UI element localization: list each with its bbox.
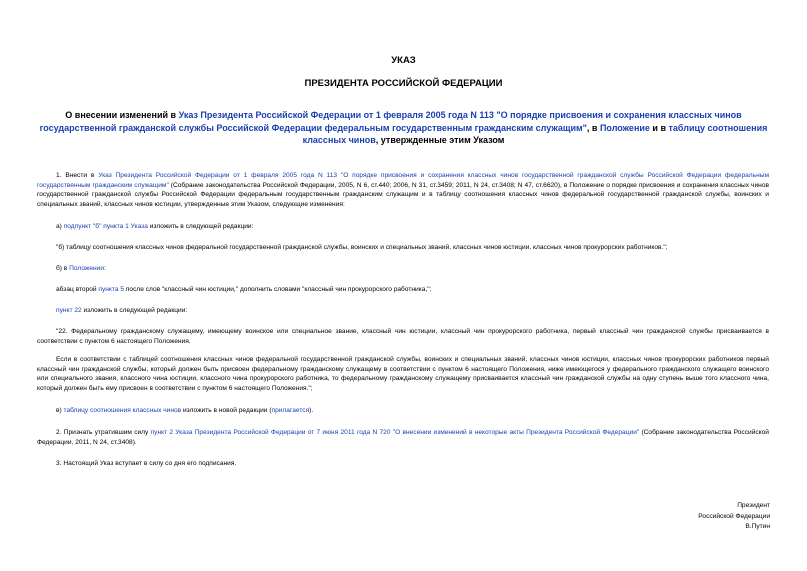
title-link-ukaz[interactable]: Указ Президента Российской Федерации от 1 февраля 2005 года N 113 "О порядке присвоения и сохранения классных чинов государственной гражданской службы Российской Федерации федеральным государственным гражданским служащим" bbox=[39, 110, 742, 133]
item-v-link-tablica[interactable]: таблицу соотношения классных чинов bbox=[63, 407, 182, 414]
title-text-2: , в bbox=[586, 122, 600, 133]
item-a-text-1: а) bbox=[56, 223, 64, 230]
doc-heading-president: ПРЕЗИДЕНТА РОССИЙСКОЙ ФЕДЕРАЦИИ bbox=[304, 78, 503, 89]
doc-title bbox=[30, 109, 777, 147]
item-v-link-prilagaetsya[interactable]: прилагается bbox=[271, 407, 310, 414]
quote-b: "б) таблицу соотношения классных чинов федеральной государственной гражданской службы, воинских и специальных званий, классных чинов юстиции, классных чинов прокурорских работников."; bbox=[56, 244, 668, 251]
quote-22b: Если в соответствии с таблицей соотношения классных чинов федеральной государственной гражданской службы, воинских и специальных званий, классных чинов юстиции, классных чинов прокурорских работников первый классный чин гражданской службы, который должен быть присвоен федеральному гражданскому служащему в соответствии с пунктом 6 настоящего Положения, ниже имеющегося у федерального гражданского служащего воинского или специального звания, классного чина юстиции, классного чина прокурорского работника, то федеральному гражданскому служащему присваивается классный чин гражданской службы на одну ступень выше того классного чина, который должен быть ему присвоен в соответствии с пунктом 6 настоящего Положения."; bbox=[37, 356, 769, 392]
item-a-text-2: изложить в следующей редакции: bbox=[147, 223, 254, 230]
item-v-text-3: ). bbox=[309, 407, 314, 414]
punkt-22-text: изложить в следующей редакции: bbox=[81, 307, 188, 314]
signature-block bbox=[610, 501, 770, 533]
para1-text-2: (Собрание законодательства Российской Федерации, 2005, N 6, ст.440; 2006, N 31, ст.3459; 2011, N 24, ст.3408; N 47, ст.6620), в Положение о порядке присвоения и сохранения классных чинов государственной гражданской службы Российской Федерации федеральным государственным гражданским служащим и в таблицу соотношения классных чинов федеральной государственной гражданской службы, воинских и специальных званий, классных чинов юстиции, утвержденные этим Указом, следующие изменения: bbox=[37, 181, 769, 208]
para2-text-2: (Собрание законодательства Российской Федерации, 2011, N 24, ст.3408). bbox=[37, 429, 769, 446]
title-link-polozhenie[interactable]: Положение bbox=[599, 122, 650, 133]
item-v bbox=[37, 406, 769, 416]
title-text-1: О внесении изменений в bbox=[65, 110, 179, 120]
item-v-text-2: изложить в новой редакции ( bbox=[181, 407, 272, 414]
item-v-text-1: в) bbox=[56, 407, 64, 414]
para1-link-ukaz[interactable]: Указ Президента Российской Федерации от 1 февраля 2005 года N 113 "О порядке присвоения и сохранения классных чинов государственной гражданской службы Российской Федерации федеральным государственным гражданским служащим" bbox=[37, 172, 769, 189]
signature-country: Российской Федерации bbox=[698, 512, 770, 520]
para1-text-1: 1. Внести в bbox=[56, 172, 99, 179]
para2-link-punkt-2[interactable]: пункт 2 Указа Президента Российской Федерации от 7 июня 2011 года N 720 "О внесении изменений в некоторые акты Президента Российской Федерации" bbox=[150, 429, 640, 436]
title-text-4: , утвержденные этим Указом bbox=[375, 135, 505, 145]
abzac-punkt-5 bbox=[37, 285, 769, 295]
punkt-22-link[interactable]: пункт 22 bbox=[56, 307, 82, 314]
item-b bbox=[37, 264, 769, 274]
item-b-link-polozhenie[interactable]: Положении bbox=[69, 265, 105, 272]
paragraph-3: 3. Настоящий Указ вступает в силу со дня его подписания. bbox=[56, 460, 237, 467]
quote-22: "22. Федеральному гражданскому служащему, имеющему воинское или специальное звание, классный чин юстиции, классный чин прокурорского работника, первый классный чин гражданской службы присваивается в соответствии с пунктом 6 настоящего Положения. bbox=[37, 328, 769, 345]
signature-name: В.Путин bbox=[745, 523, 770, 530]
item-b-text-1: б) в bbox=[56, 265, 70, 272]
doc-heading-ukaz: УКАЗ bbox=[391, 55, 416, 66]
abz-text-2: после слов "классный чин юстиции," дополнить словами "классный чин прокурорского работника,"; bbox=[124, 286, 432, 293]
item-a bbox=[37, 222, 769, 232]
para2-text-1: 2. Признать утратившим силу bbox=[56, 429, 151, 436]
title-text-3: и в bbox=[649, 122, 669, 133]
paragraph-2 bbox=[37, 428, 769, 447]
abz-link-punkt-5[interactable]: пункта 5 bbox=[98, 286, 125, 293]
title-link-tablica[interactable]: таблицу соотношения классных чинов bbox=[302, 122, 768, 145]
paragraph-1 bbox=[37, 171, 769, 209]
punkt-22 bbox=[37, 306, 769, 316]
item-a-link[interactable]: подпункт "б" пункта 1 Указа bbox=[63, 223, 148, 230]
signature-title: Президент bbox=[737, 502, 770, 509]
item-b-text-2: : bbox=[104, 265, 106, 272]
abz-text-1: абзац второй bbox=[56, 286, 99, 293]
